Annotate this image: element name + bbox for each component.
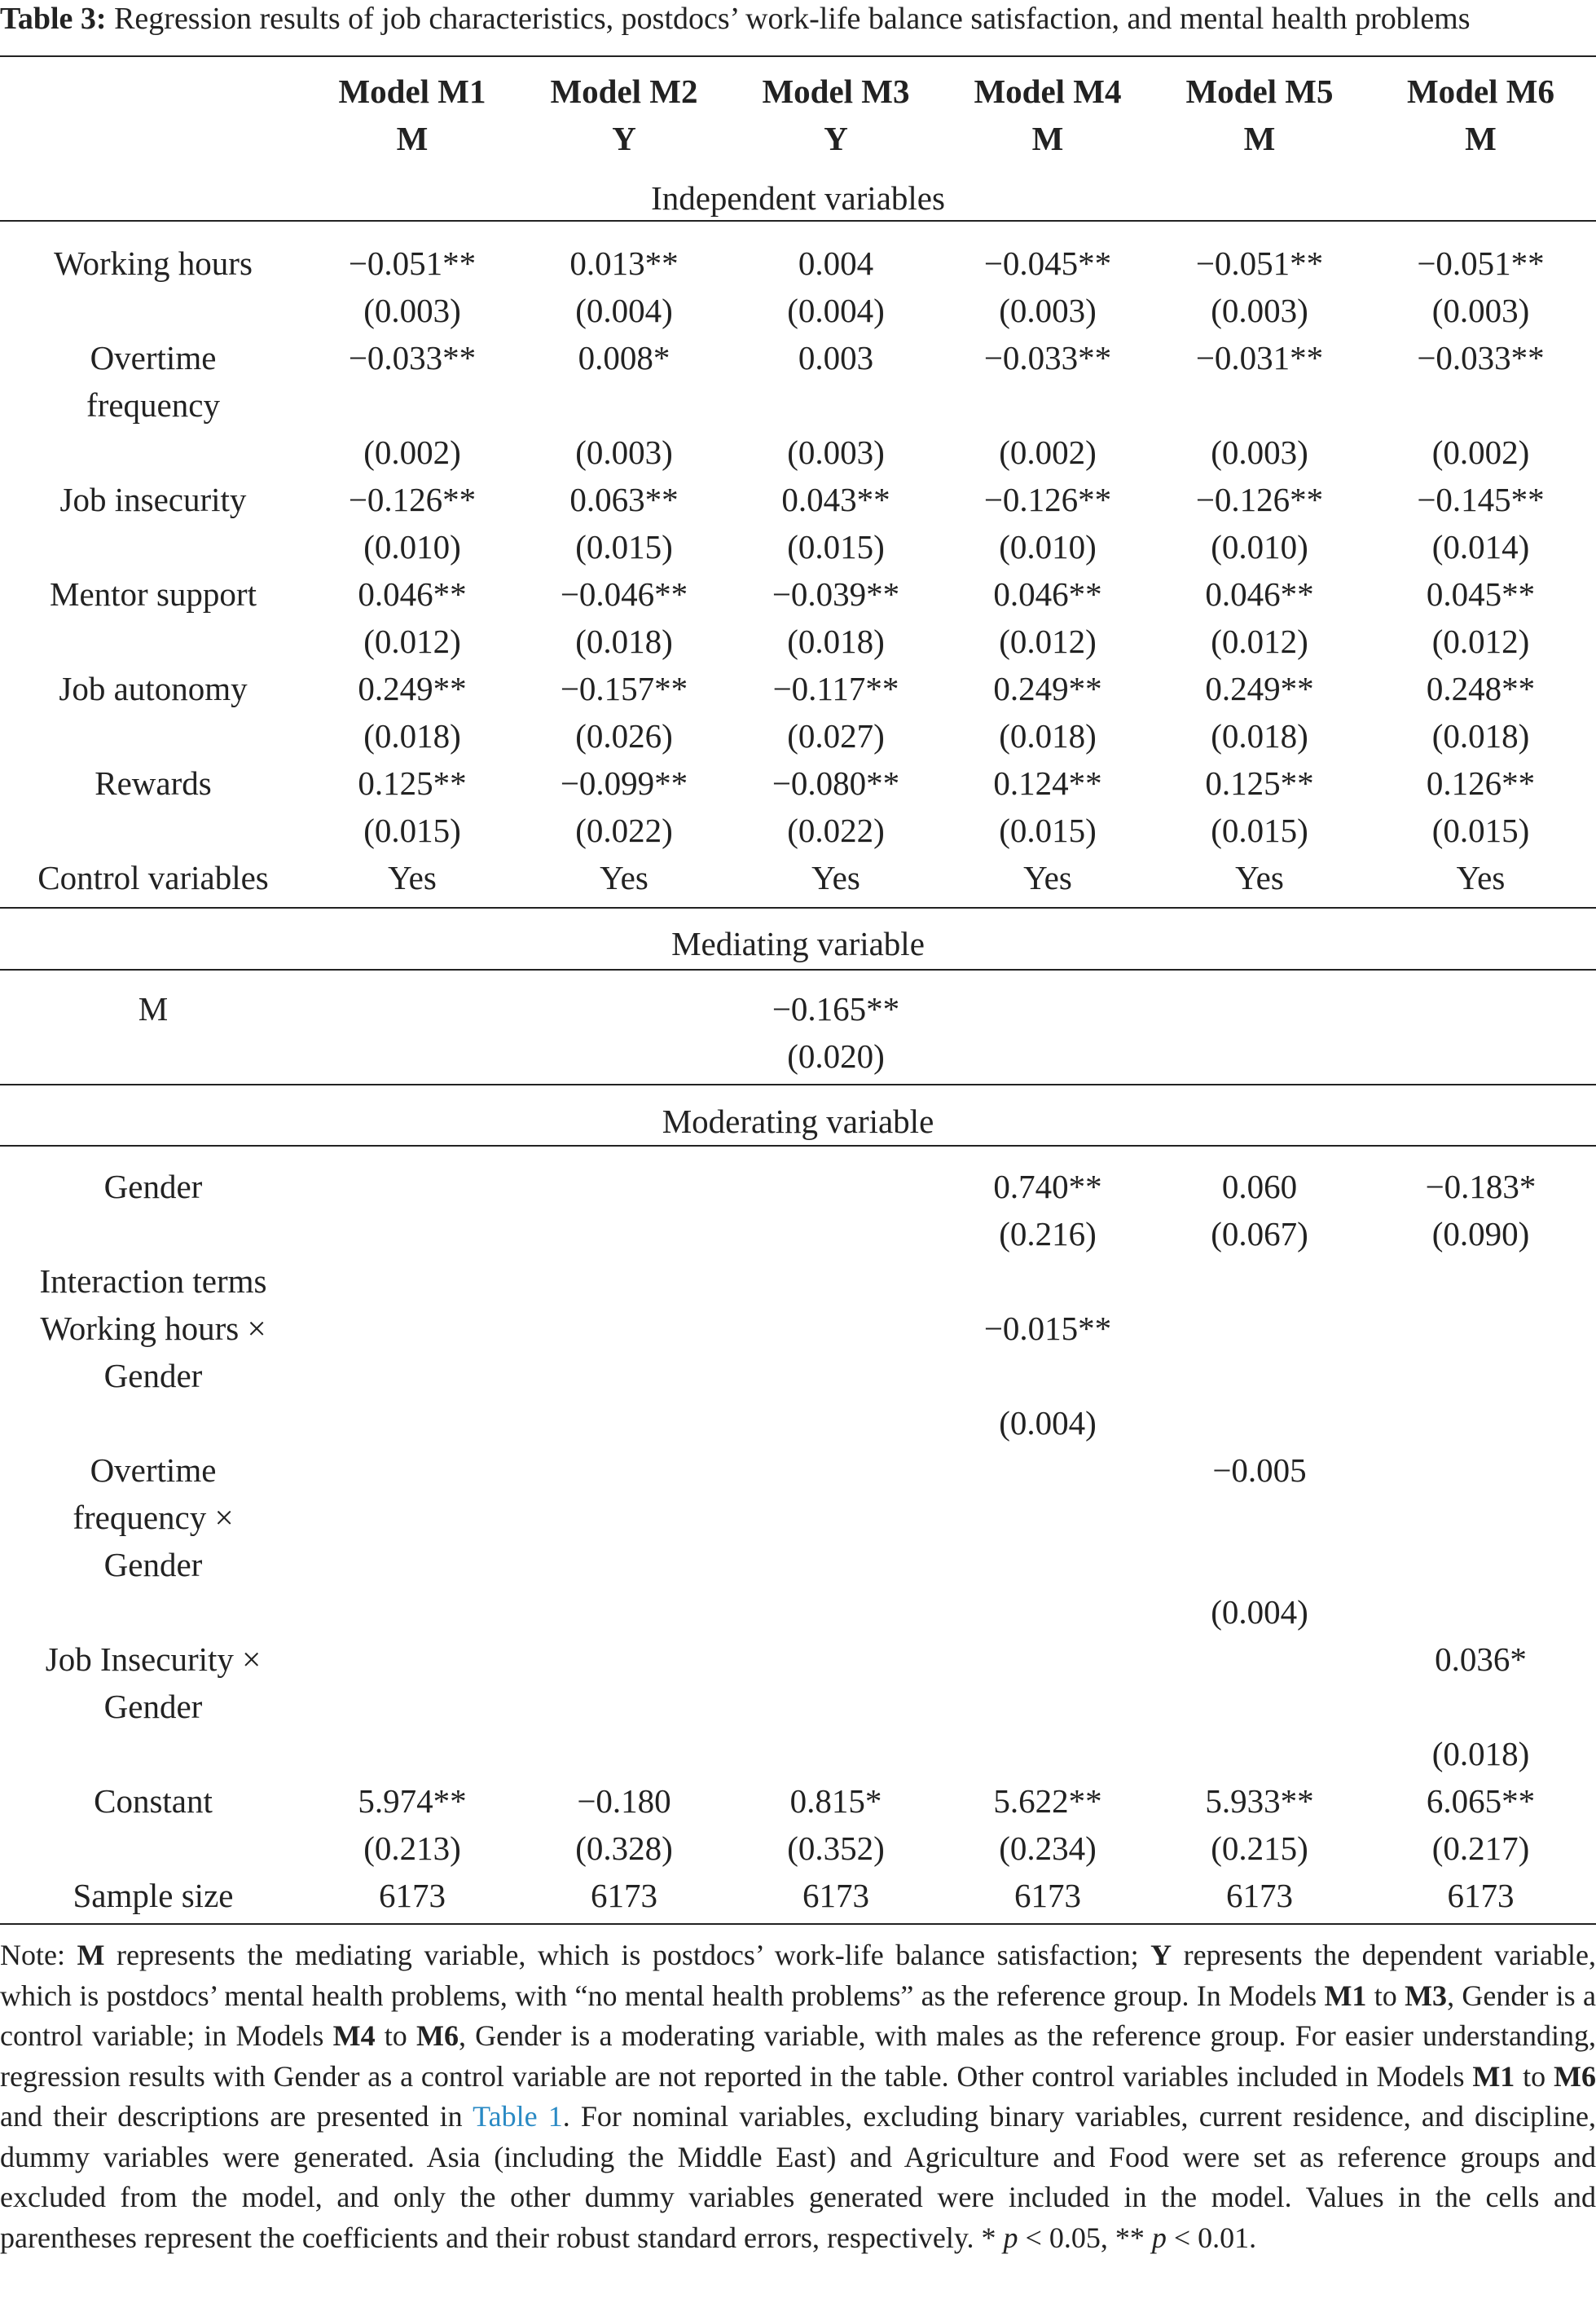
coef-cell: −0.099** bbox=[560, 764, 688, 802]
coef-cell: 0.060 bbox=[1221, 1168, 1298, 1205]
note-text: . For nominal variables, excluding binary variables, current residence, and discipline, dummy variables were generated. Asia (including the Middle East) and Agriculture and Food were set as reference groups and excluded from the model, and only the other dummy variables generated were included in the model. Values in the cells and parentheses represent the coefficients and their robust standard errors, respectively. bbox=[0, 2100, 1596, 2254]
control-cell: Yes bbox=[388, 859, 437, 896]
coef-cell: −0.145** bbox=[1417, 481, 1545, 518]
row-label-gender-line: Gender bbox=[103, 1357, 203, 1394]
se-cell: (0.012) bbox=[1211, 623, 1308, 660]
se-cell: (0.234) bbox=[999, 1829, 1097, 1867]
coef-cell: 0.125** bbox=[358, 764, 467, 802]
se-cell: (0.018) bbox=[1431, 1735, 1530, 1772]
control-cell: Yes bbox=[1456, 859, 1506, 896]
row-label-working-hours-x-gender: Working hours × bbox=[40, 1310, 266, 1347]
coef-cell: −0.033** bbox=[983, 339, 1112, 376]
control-cell: Yes bbox=[1235, 859, 1284, 896]
coef-cell: −0.165** bbox=[772, 990, 900, 1028]
header-var-m1: M bbox=[396, 120, 429, 157]
se-cell: (0.067) bbox=[1211, 1215, 1308, 1253]
se-cell: (0.014) bbox=[1431, 528, 1530, 566]
row-label-frequency-x: frequency × bbox=[73, 1499, 234, 1536]
header-model-m5: Model M5 bbox=[1185, 73, 1334, 110]
table-caption bbox=[0, 0, 1596, 37]
header-model-m4: Model M4 bbox=[974, 73, 1122, 110]
note-bold: M bbox=[77, 1939, 105, 1971]
coef-cell: 0.043** bbox=[781, 481, 890, 518]
section-rule bbox=[0, 907, 1596, 909]
se-cell: (0.010) bbox=[1211, 528, 1308, 566]
coef-cell: 5.974** bbox=[358, 1782, 467, 1820]
row-label-overtime: Overtime bbox=[90, 339, 217, 376]
table-1-link[interactable]: Table 1 bbox=[473, 2100, 563, 2133]
se-cell: (0.003) bbox=[999, 292, 1097, 329]
row-label-job-insecurity-x: Job Insecurity × bbox=[45, 1640, 262, 1678]
coef-cell: −0.031** bbox=[1195, 339, 1324, 376]
se-cell: (0.018) bbox=[575, 623, 673, 660]
header-model-m1: Model M1 bbox=[338, 73, 486, 110]
se-cell: (0.003) bbox=[575, 434, 673, 471]
coef-cell: −0.033** bbox=[348, 339, 477, 376]
note-bold: M6 bbox=[1554, 2059, 1596, 2093]
row-label-gender: Gender bbox=[103, 1168, 203, 1205]
row-label-working-hours: Working hours bbox=[54, 244, 253, 282]
control-cell: Yes bbox=[600, 859, 649, 896]
header-var-m4: M bbox=[1031, 120, 1064, 157]
se-cell: (0.004) bbox=[999, 1404, 1097, 1442]
se-cell: (0.090) bbox=[1431, 1215, 1530, 1253]
bottom-rule bbox=[0, 1923, 1596, 1925]
se-cell: (0.022) bbox=[575, 812, 673, 849]
note-italic: p bbox=[1151, 2221, 1167, 2254]
coef-cell: 5.622** bbox=[993, 1782, 1102, 1820]
coef-cell: 0.045** bbox=[1426, 575, 1536, 613]
se-cell: (0.018) bbox=[1211, 717, 1308, 755]
se-cell: (0.015) bbox=[575, 528, 673, 566]
note-italic: p bbox=[1003, 2221, 1018, 2254]
se-cell: (0.328) bbox=[575, 1829, 673, 1867]
coef-cell: −0.051** bbox=[1417, 244, 1545, 282]
note-text: to bbox=[1366, 1979, 1405, 2012]
coef-cell: −0.126** bbox=[1195, 481, 1324, 518]
section-moderating-variable: Moderating variable bbox=[662, 1103, 934, 1140]
row-label-rewards: Rewards bbox=[95, 764, 212, 802]
se-cell: (0.213) bbox=[363, 1829, 461, 1867]
se-cell: (0.003) bbox=[1211, 292, 1308, 329]
section-rule bbox=[0, 220, 1596, 222]
sample-size-cell: 6173 bbox=[1447, 1877, 1515, 1914]
se-cell: (0.004) bbox=[1211, 1593, 1308, 1631]
note-text: and their descriptions are presented in bbox=[0, 2100, 473, 2133]
coef-cell: 0.740** bbox=[993, 1168, 1102, 1205]
note-text: to bbox=[375, 2019, 416, 2052]
table-label: Table 3: bbox=[0, 2, 107, 36]
se-cell: (0.012) bbox=[363, 623, 461, 660]
coef-cell: −0.180 bbox=[577, 1782, 671, 1820]
sample-size-cell: 6173 bbox=[1226, 1877, 1293, 1914]
coef-cell: −0.157** bbox=[560, 670, 688, 707]
row-label-constant: Constant bbox=[94, 1782, 213, 1820]
row-label-mentor-support: Mentor support bbox=[50, 575, 257, 613]
se-cell: (0.003) bbox=[787, 434, 885, 471]
note-text: * bbox=[981, 2221, 1004, 2254]
se-cell: (0.002) bbox=[1431, 434, 1530, 471]
coef-cell: 0.004 bbox=[798, 244, 874, 282]
coef-cell: 0.003 bbox=[798, 339, 874, 376]
se-cell: (0.003) bbox=[1431, 292, 1530, 329]
coef-cell: 0.013** bbox=[569, 244, 679, 282]
row-label-job-insecurity: Job insecurity bbox=[59, 481, 247, 518]
se-cell: (0.003) bbox=[1211, 434, 1308, 471]
coef-cell: −0.046** bbox=[560, 575, 688, 613]
sample-size-cell: 6173 bbox=[591, 1877, 657, 1914]
se-cell: (0.215) bbox=[1211, 1829, 1308, 1867]
coef-cell: 0.063** bbox=[569, 481, 679, 518]
section-rule bbox=[0, 1145, 1596, 1147]
header-var-m5: M bbox=[1243, 120, 1276, 157]
sample-size-cell: 6173 bbox=[802, 1877, 869, 1914]
se-cell: (0.216) bbox=[999, 1215, 1097, 1253]
se-cell: (0.012) bbox=[999, 623, 1097, 660]
se-cell: (0.010) bbox=[999, 528, 1097, 566]
se-cell: (0.015) bbox=[787, 528, 885, 566]
se-cell: (0.002) bbox=[363, 434, 461, 471]
section-rule bbox=[0, 969, 1596, 971]
section-mediating-variable: Mediating variable bbox=[671, 925, 925, 962]
coef-cell: 0.249** bbox=[993, 670, 1102, 707]
coef-cell: 0.046** bbox=[993, 575, 1102, 613]
note-bold: M3 bbox=[1405, 1979, 1448, 2012]
note-text: , Gender is a moderating variable, with males as the reference group. For easier understanding, regression results with Gender as a control variable are not reported in the table. Other control variables included in Models bbox=[0, 2019, 1596, 2093]
se-cell: (0.002) bbox=[999, 434, 1097, 471]
sample-size-cell: 6173 bbox=[1014, 1877, 1081, 1914]
coef-cell: 0.125** bbox=[1205, 764, 1314, 802]
se-cell: (0.004) bbox=[787, 292, 885, 329]
coef-cell: 0.249** bbox=[358, 670, 467, 707]
table-note bbox=[0, 1935, 1596, 2258]
se-cell: (0.015) bbox=[363, 812, 461, 849]
se-cell: (0.015) bbox=[999, 812, 1097, 849]
note-text: to bbox=[1515, 2059, 1554, 2093]
note-bold: M1 bbox=[1472, 2059, 1515, 2093]
se-cell: (0.004) bbox=[575, 292, 673, 329]
coef-cell: 0.815* bbox=[789, 1782, 882, 1820]
row-label-m: M bbox=[138, 990, 169, 1028]
row-label-interaction-terms: Interaction terms bbox=[39, 1262, 267, 1300]
header-model-m3: Model M3 bbox=[762, 73, 910, 110]
coef-cell: −0.015** bbox=[983, 1310, 1112, 1347]
coef-cell: −0.183* bbox=[1425, 1168, 1537, 1205]
note-text: < 0.05, ** bbox=[1018, 2221, 1152, 2254]
coef-cell: −0.126** bbox=[983, 481, 1112, 518]
se-cell: (0.018) bbox=[1431, 717, 1530, 755]
coef-cell: 5.933** bbox=[1205, 1782, 1314, 1820]
row-label-sample-size: Sample size bbox=[73, 1877, 234, 1914]
se-cell: (0.027) bbox=[787, 717, 885, 755]
row-label-overtime-x: Overtime bbox=[90, 1451, 217, 1489]
coef-cell: 6.065** bbox=[1426, 1782, 1536, 1820]
coef-cell: −0.045** bbox=[983, 244, 1112, 282]
se-cell: (0.012) bbox=[1431, 623, 1530, 660]
row-label-job-autonomy: Job autonomy bbox=[59, 670, 248, 707]
sample-size-cell: 6173 bbox=[379, 1877, 446, 1914]
se-cell: (0.026) bbox=[575, 717, 673, 755]
row-label-gender-line: Gender bbox=[103, 1546, 203, 1583]
note-bold: M4 bbox=[332, 2019, 376, 2052]
coef-cell: 0.046** bbox=[1205, 575, 1314, 613]
note-text: , Gender is a control variable; in Models bbox=[0, 1979, 1596, 2052]
se-cell: (0.015) bbox=[1211, 812, 1308, 849]
coef-cell: −0.051** bbox=[1195, 244, 1324, 282]
note-text: Note: bbox=[0, 1939, 77, 1971]
coef-cell: −0.005 bbox=[1212, 1451, 1307, 1489]
control-cell: Yes bbox=[1023, 859, 1072, 896]
coef-cell: 0.248** bbox=[1426, 670, 1536, 707]
note-bold: Y bbox=[1150, 1939, 1172, 1971]
coef-cell: 0.008* bbox=[578, 339, 670, 376]
coef-cell: 0.249** bbox=[1205, 670, 1314, 707]
header-var-m6: M bbox=[1465, 120, 1497, 157]
note-text: < 0.01. bbox=[1166, 2221, 1257, 2254]
row-label-control-variables: Control variables bbox=[37, 859, 269, 896]
se-cell: (0.020) bbox=[787, 1037, 885, 1075]
coef-cell: −0.033** bbox=[1417, 339, 1545, 376]
coef-cell: 0.124** bbox=[993, 764, 1102, 802]
top-rule bbox=[0, 55, 1596, 57]
coef-cell: 0.046** bbox=[358, 575, 467, 613]
note-bold: M6 bbox=[415, 2019, 459, 2052]
se-cell: (0.352) bbox=[787, 1829, 885, 1867]
se-cell: (0.015) bbox=[1431, 812, 1530, 849]
coef-cell: 0.036* bbox=[1435, 1640, 1527, 1678]
section-rule bbox=[0, 1084, 1596, 1085]
se-cell: (0.010) bbox=[363, 528, 461, 566]
se-cell: (0.217) bbox=[1431, 1829, 1530, 1867]
coef-cell: 0.126** bbox=[1426, 764, 1536, 802]
coef-cell: −0.039** bbox=[772, 575, 900, 613]
header-model-m2: Model M2 bbox=[550, 73, 698, 110]
section-independent-variables: Independent variables bbox=[651, 179, 945, 217]
coef-cell: −0.080** bbox=[772, 764, 900, 802]
se-cell: (0.018) bbox=[363, 717, 461, 755]
row-label-frequency: frequency bbox=[86, 386, 220, 424]
header-var-m3: Y bbox=[824, 120, 848, 157]
caption-text: Regression results of job characteristics, postdocs’ work-life balance satisfaction, and mental health problems bbox=[106, 2, 1471, 36]
row-label-gender-line: Gender bbox=[103, 1688, 203, 1725]
coef-cell: −0.051** bbox=[348, 244, 477, 282]
header-var-m2: Y bbox=[612, 120, 636, 157]
coef-cell: −0.117** bbox=[772, 670, 899, 707]
note-text: represents the dependent variable, which is postdocs’ mental health problems, with “no mental health problems” as the reference group. In Models bbox=[0, 1939, 1596, 2012]
coef-cell: −0.126** bbox=[348, 481, 477, 518]
se-cell: (0.003) bbox=[363, 292, 461, 329]
control-cell: Yes bbox=[811, 859, 860, 896]
se-cell: (0.022) bbox=[787, 812, 885, 849]
note-text: represents the mediating variable, which is postdocs’ work-life balance satisfaction; bbox=[104, 1939, 1151, 1971]
note-bold: M1 bbox=[1324, 1979, 1367, 2012]
se-cell: (0.018) bbox=[999, 717, 1097, 755]
se-cell: (0.018) bbox=[787, 623, 885, 660]
header-model-m6: Model M6 bbox=[1406, 73, 1555, 110]
